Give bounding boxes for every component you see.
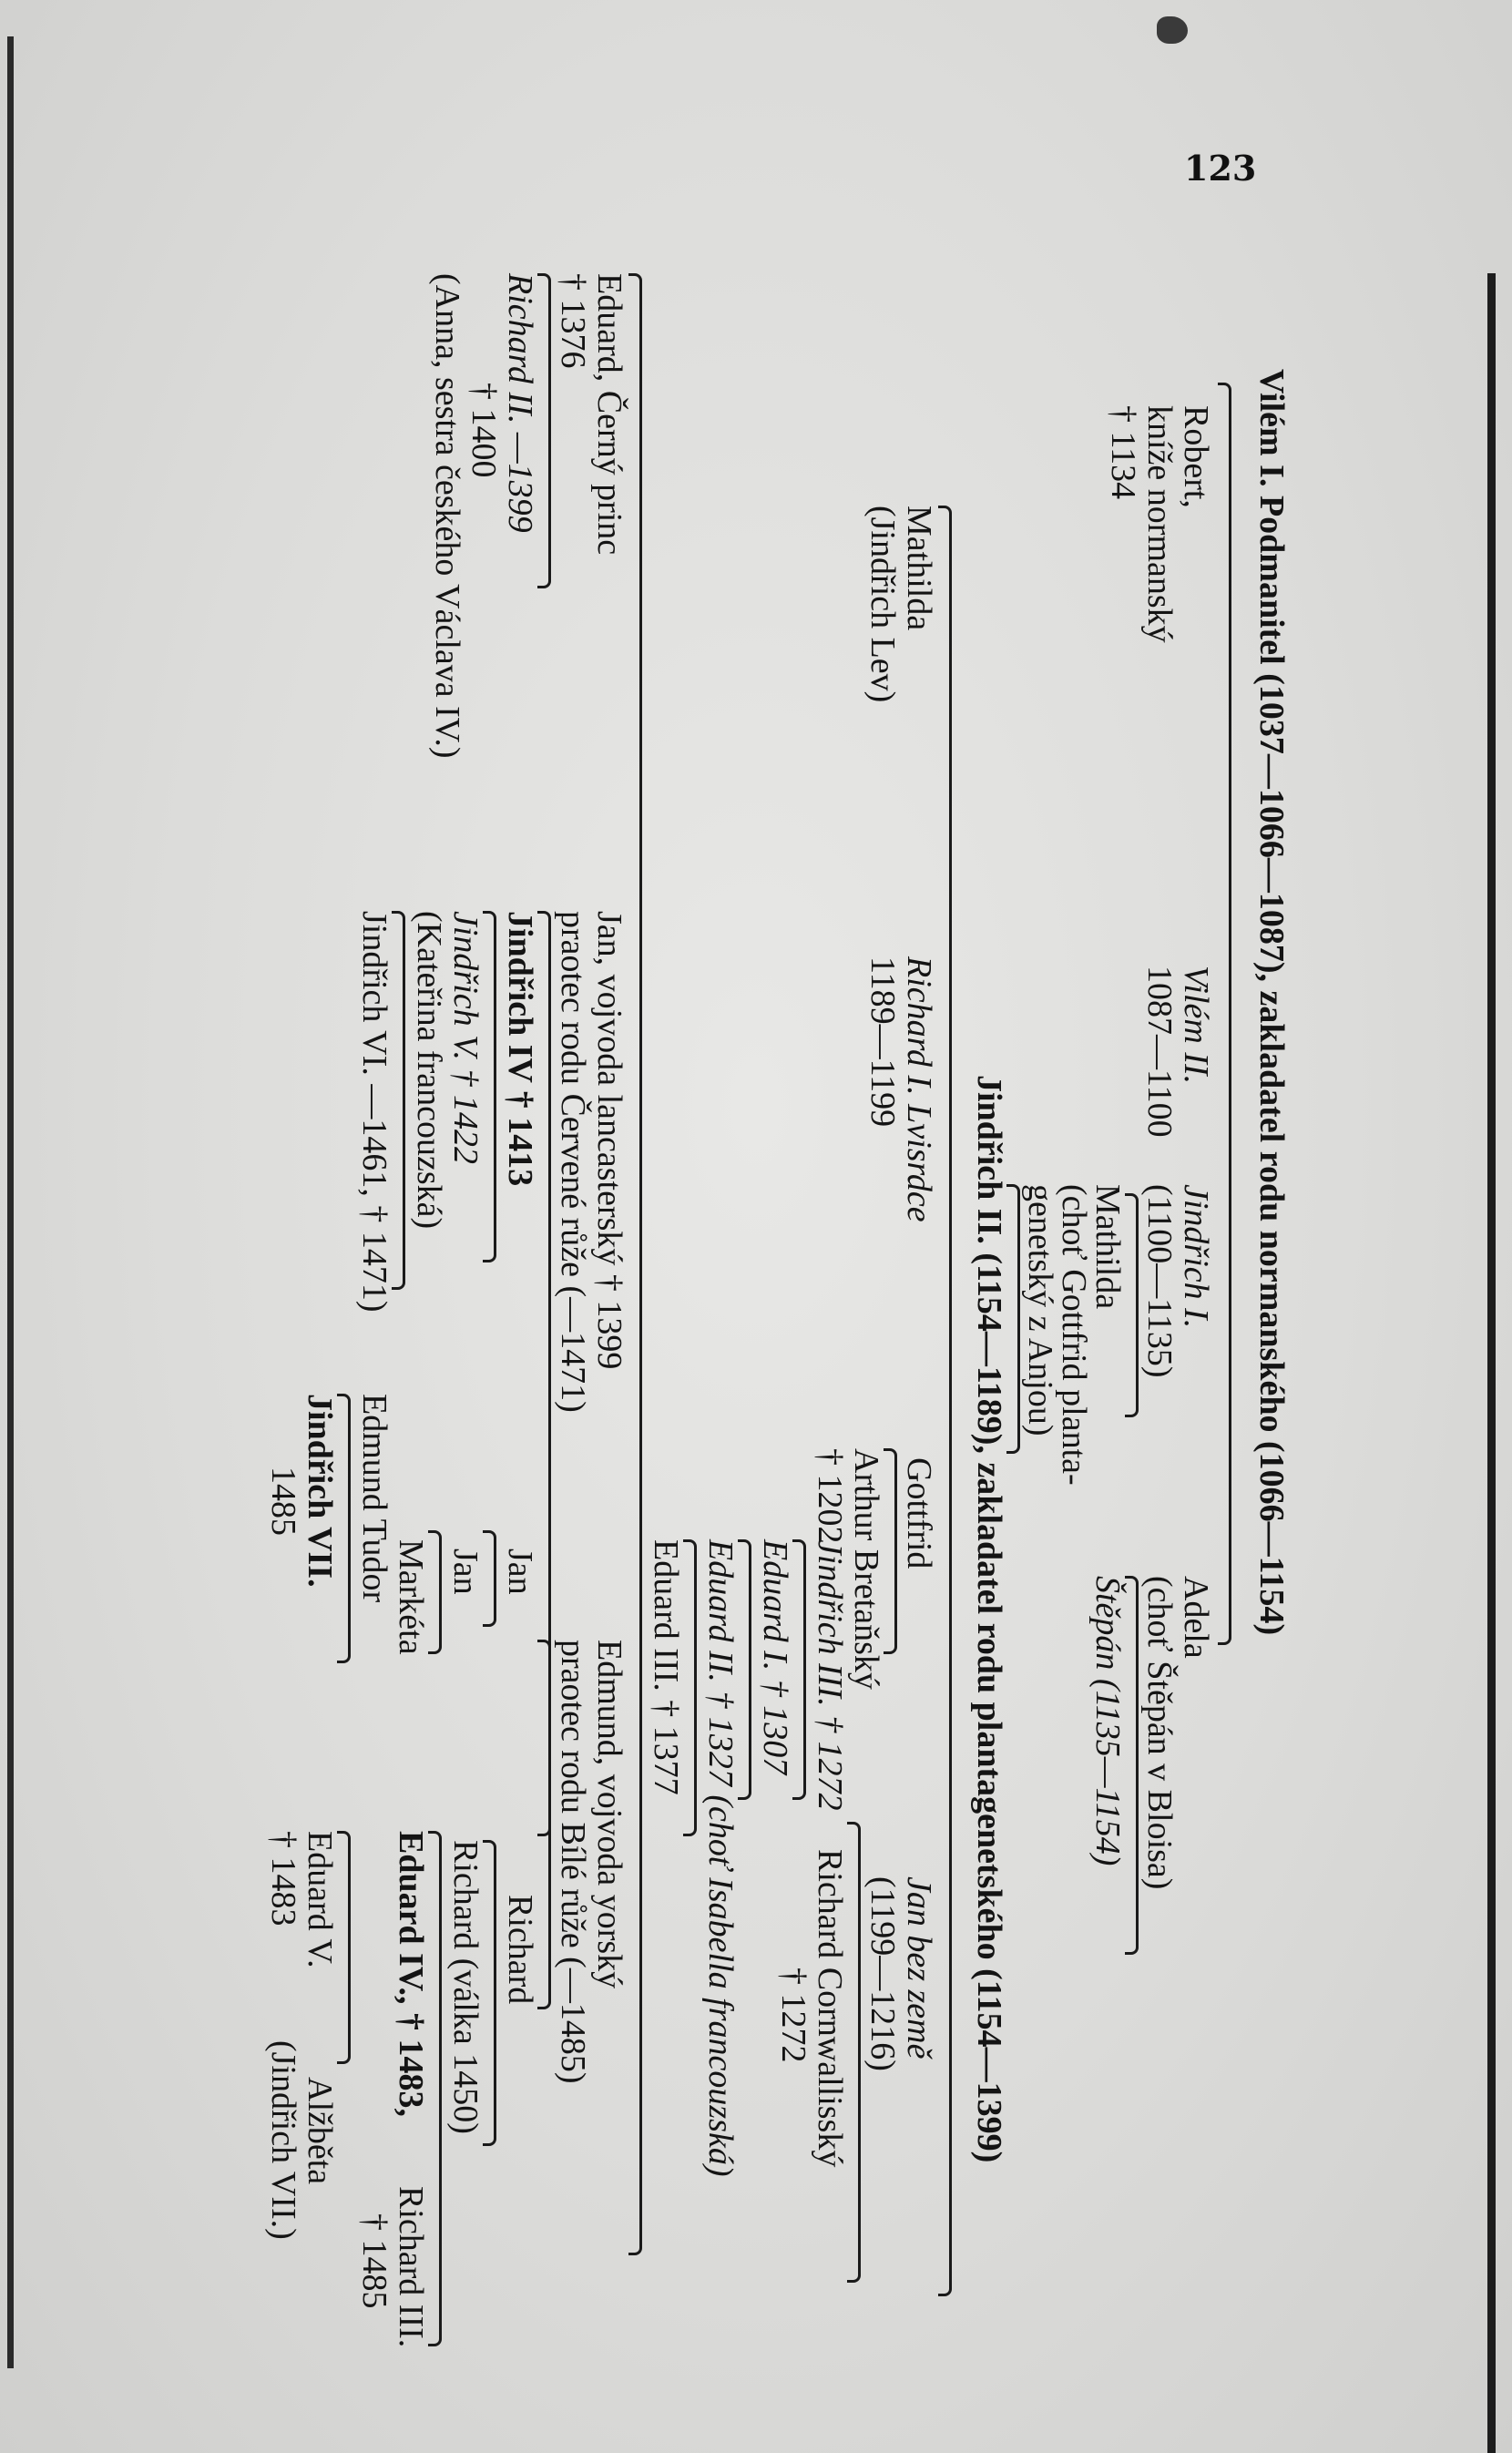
richard-i: Richard I. Lvisrdce xyxy=(900,956,938,1222)
eduard-i: Eduard I. † 1307 xyxy=(756,1539,794,1775)
mathilda-lev-spouse: (Jindřich Lev) xyxy=(863,506,902,703)
jindrich-ii: Jindřich II. (1154—1189), zakladatel rodu plantagenetského (1154—1399) xyxy=(970,1075,1008,2163)
richard-york: Richard xyxy=(501,1895,539,2005)
jindrich-vi: Jindřich VI. —1461, † 1471) xyxy=(355,911,393,1313)
edmund-york-note: praotec rodu Bílé růže (—1485) xyxy=(554,1640,592,2084)
jindrich-vii: Jindřich VII. xyxy=(301,1394,339,1588)
jindrich-vii-year: 1485 xyxy=(264,1467,302,1536)
richard-ii-spouse: (Anna, sestra českého Václava IV.) xyxy=(428,273,466,759)
jindrich-iii: Jindřich III. † 1272 xyxy=(811,1539,849,1811)
marketa: Markéta xyxy=(392,1539,430,1655)
jindrich-v-spouse: (Kateřina francouzská) xyxy=(410,911,448,1230)
bracket-jindrich-iii xyxy=(792,1539,806,1800)
jindrich-v: Jindřich V. † 1422 xyxy=(446,911,485,1164)
bracket-mathilda xyxy=(1006,1184,1020,1454)
mathilda-line3: genetský z Anjou) xyxy=(1021,1184,1059,1436)
alzbeta: Alžběta xyxy=(301,2077,339,2185)
gottfrid: Gottfrid xyxy=(900,1457,938,1569)
bracket-eduard-iii xyxy=(628,273,642,2255)
bracket-jan-son xyxy=(483,1530,496,1627)
vilem-ii: Vilém II. xyxy=(1177,966,1215,1085)
bracket-jindrich-v xyxy=(392,911,405,1290)
jan-lancaster-son: Jan xyxy=(501,1548,539,1595)
jan-lancaster: Jan, vojvoda lancasterský † 1399 xyxy=(590,911,628,1370)
eduard-v: Eduard V. xyxy=(301,1831,339,1968)
richard-ii-death: † 1400 xyxy=(465,383,503,478)
root-vilem-i: Vilém I. Podmanitel (1037—1066—1087), zakladatel rodu normanského (1066—1154) xyxy=(1252,369,1291,1636)
jan-lancaster-note: praotec rodu Červené růže (—1471) xyxy=(554,911,592,1413)
jindrich-i: Jindřich I. xyxy=(1177,1184,1215,1329)
jan-grandson: Jan xyxy=(446,1548,485,1595)
bracket-eduard-i xyxy=(738,1539,751,1800)
richard-i-years: 1189—1199 xyxy=(863,956,902,1128)
mathilda-line2: (choť Gottfrid planta- xyxy=(1055,1184,1093,1486)
eduard-v-death: † 1483 xyxy=(264,1831,302,1927)
arthur: Arthur Bretaňský xyxy=(847,1448,885,1690)
eduard-iii: Eduard III. † 1377 xyxy=(647,1539,685,1795)
bracket-jindrich-iv xyxy=(483,911,496,1262)
richard-iii-death: † 1485 xyxy=(355,2213,393,2309)
edmund-tudor: Edmund Tudor xyxy=(355,1394,393,1603)
mathilda-line1: Mathilda xyxy=(1088,1184,1127,1310)
bracket-adela xyxy=(1125,1576,1139,1955)
bracket-cerny-princ xyxy=(537,273,551,588)
jan-bez-zeme-years: (1199—1216) xyxy=(863,1876,902,2071)
bracket-edmund xyxy=(537,1640,551,2009)
bracket-tudor xyxy=(337,1394,351,1663)
jindrich-iv: Jindřich IV † 1413 xyxy=(501,911,539,1187)
bracket-jindrich-i xyxy=(1125,1193,1139,1417)
robert-line1: Robert, xyxy=(1177,405,1215,508)
vilem-ii-years: 1087—1100 xyxy=(1140,966,1179,1138)
richard-valka: Richard (válka 1450) xyxy=(446,1840,485,2134)
mathilda-lev: Mathilda xyxy=(900,506,938,631)
edmund-york: Edmund, vojvoda yorský xyxy=(590,1640,628,1989)
adela-spouse: (choť Štěpán v Bloisa) xyxy=(1140,1576,1179,1890)
jan-bez-zeme: Jan bez země xyxy=(900,1876,938,2059)
richard-iii: Richard III. xyxy=(392,2186,430,2348)
bracket-richard-valka xyxy=(428,1831,442,2346)
jindrich-i-years: (1100—1135) xyxy=(1140,1184,1179,1378)
cerny-princ-death: † 1376 xyxy=(554,273,592,369)
richard-cornwall-death: † 1272 xyxy=(774,1968,812,2063)
cerny-princ: Eduard, Černý princ xyxy=(590,273,628,556)
bracket-jan xyxy=(847,1822,861,2283)
eduard-iv: Eduard IV., † 1483, xyxy=(392,1831,430,2117)
bracket-eduard-ii xyxy=(683,1539,697,1836)
bracket-jindrich-ii xyxy=(938,506,952,2296)
bracket-richard-york xyxy=(483,1840,496,2146)
bracket-vilem-children xyxy=(1218,383,1231,1645)
adela: Adela xyxy=(1177,1576,1215,1659)
bracket-gottfrid xyxy=(884,1448,897,1654)
page-number: 123 xyxy=(1184,148,1257,189)
arthur-death: † 1202 xyxy=(811,1448,849,1544)
richard-cornwall: Richard Cornwallisský xyxy=(811,1849,849,2168)
stepan: Štěpán (1135—1154) xyxy=(1088,1576,1127,1866)
alzbeta-spouse: (Jindřich VII.) xyxy=(264,2040,302,2240)
eduard-ii: Eduard II. † 1327 (choť Isabella francouzská) xyxy=(701,1539,740,2177)
bracket-eduard-iv xyxy=(337,1831,351,2064)
bracket-jan-grandson xyxy=(428,1530,442,1654)
robert-line2: kníže normanský xyxy=(1140,405,1179,643)
richard-ii: Richard II. —1399 xyxy=(501,273,539,533)
robert-line3: † 1134 xyxy=(1104,405,1142,500)
